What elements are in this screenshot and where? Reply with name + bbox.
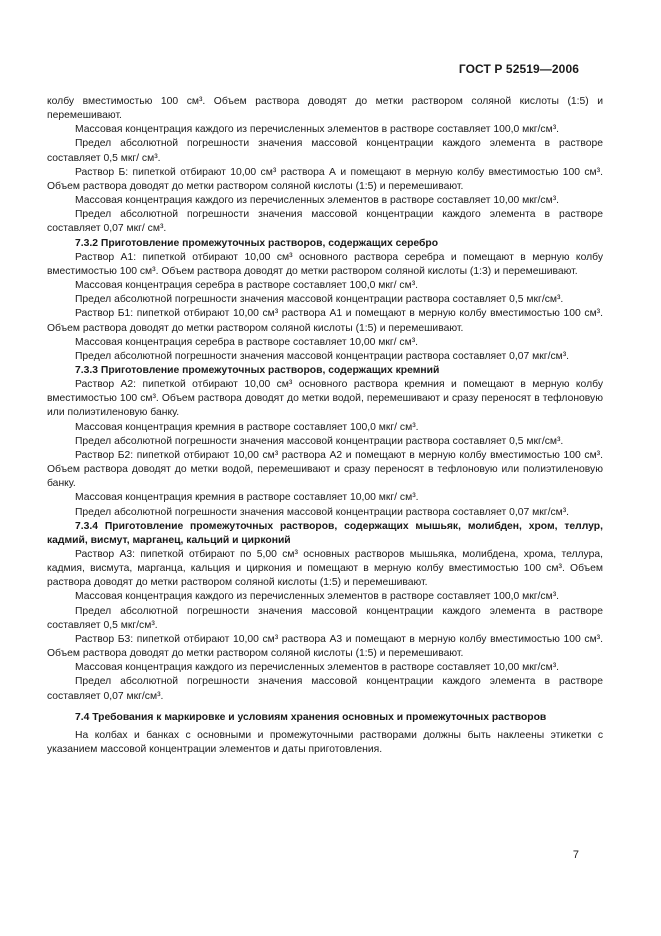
paragraph: Раствор Б: пипеткой отбирают 10,00 см³ раствора А и помещают в мерную колбу вместимостью 100 см³. Объем раствора доводят до метки раствором соляной кислоты (1:5) и перемешивают. — [47, 166, 603, 192]
paragraph: Раствор Б1: пипеткой отбирают 10,00 см³ раствора А1 и помещают в мерную колбу вместимостью 100 см³. Объем раствора доводят до метки раствором соляной кислоты (1:5) и перемешивают. — [47, 308, 603, 334]
paragraph: Раствор А2: пипеткой отбирают 10,00 см³ основного раствора кремния и помещают в мерную колбу вместимостью 100 см³. Объем раствора доводят до метки водой, перемешивают и сразу переносят в тефлоновую или полиэтиленовую банку. — [47, 379, 603, 419]
paragraph: Предел абсолютной погрешности значения массовой концентрации каждого элемента в растворе составляет 0,5 мкг/см³. — [47, 605, 603, 631]
section-heading-7-3-3: 7.3.3 Приготовление промежуточных растворов, содержащих кремний — [75, 364, 440, 376]
paragraph: Предел абсолютной погрешности значения массовой концентрации раствора составляет 0,5 мкг/см³. — [75, 435, 564, 447]
paragraph: Предел абсолютной погрешности значения массовой концентрации каждого элемента в растворе составляет 0,5 мкг/ см³. — [47, 138, 603, 164]
section-heading-7-3-2: 7.3.2 Приготовление промежуточных растворов, содержащих серебро — [75, 237, 439, 249]
paragraph: Раствор Б2: пипеткой отбирают 10,00 см³ раствора А2 и помещают в мерную колбу вместимостью 100 см³. Объем раствора доводят до метки водой, перемешивают и сразу переносят в тефлоновую или полиэтиленовую банку. — [47, 449, 603, 490]
paragraph: Массовая концентрация каждого из перечисленных элементов в растворе составляет 100,0 мкг/см³. — [75, 591, 560, 603]
paragraph: Массовая концентрация каждого из перечисленных элементов в растворе составляет 10,00 мкг/см³. — [75, 195, 560, 207]
paragraph: Предел абсолютной погрешности значения массовой концентрации раствора составляет 0,5 мкг/см³. — [75, 294, 564, 306]
section-heading-7-4: 7.4 Требования к маркировке и условиям хранения основных и промежуточных растворов — [75, 711, 547, 723]
paragraph: Массовая концентрация серебра в растворе составляет 100,0 мкг/ см³. — [75, 280, 419, 292]
paragraph: Раствор А3: пипеткой отбирают по 5,00 см³ основных растворов мышьяка, молибдена, хрома, теллура, кадмия, висмута, марганца, кальция и циркония и помещают в мерную колбу вместимостью 100 см³. Объем раствора доводят до метки раствором соляной кислоты (1:5) и перемешивают. — [47, 549, 603, 589]
document-header: ГОСТ Р 52519—2006 — [458, 62, 579, 76]
paragraph: Раствор Б3: пипеткой отбирают 10,00 см³ раствора А3 и помещают в мерную колбу вместимостью 100 см³. Объем раствора доводят до метки раствором соляной кислоты (1:5) и перемешивают. — [47, 633, 603, 660]
paragraph: Предел абсолютной погрешности значения массовой концентрации раствора составляет 0,07 мкг/см³. — [75, 350, 570, 362]
paragraph: Массовая концентрация кремния в растворе составляет 100,0 мкг/ см³. — [75, 421, 419, 433]
paragraph: колбу вместимостью 100 см³. Объем раствора доводят до метки раствором соляной кислоты (1:5) и перемешивают. — [47, 96, 603, 122]
paragraph: Предел абсолютной погрешности значения массовой концентрации раствора составляет 0,07 мкг/см³. — [75, 506, 570, 518]
paragraph: Раствор А1: пипеткой отбирают 10,00 см³ основного раствора серебра и помещают в мерную колбу вместимостью 100 см³. Объем раствора доводят до метки раствором соляной кислоты (1:3) и перемешивают. — [47, 251, 603, 277]
paragraph: Массовая концентрация кремния в растворе составляет 10,00 мкг/ см³. — [75, 492, 419, 504]
page-number: 7 — [572, 849, 579, 861]
paragraph: Предел абсолютной погрешности значения массовой концентрации каждого элемента в растворе составляет 0,07 мкг/см³. — [47, 676, 603, 702]
document-body — [47, 95, 603, 757]
paragraph: Предел абсолютной погрешности значения массовой концентрации каждого элемента в растворе составляет 0,07 мкг/ см³. — [47, 209, 603, 235]
paragraph: На колбах и банках с основными и промежуточными растворами должны быть наклеены этикетки с указанием массовой концентрации элементов и даты приготовления. — [47, 729, 603, 756]
paragraph: Массовая концентрация серебра в растворе составляет 10,00 мкг/ см³. — [75, 336, 419, 348]
section-heading-7-3-4: 7.3.4 Приготовление промежуточных растворов, содержащих мышьяк, молибден, хром, теллур, кадмий, висмут, марганец, кальций и цирконий — [47, 520, 603, 546]
paragraph: Массовая концентрация каждого из перечисленных элементов в растворе составляет 10,00 мкг/см³. — [75, 662, 560, 674]
paragraph: Массовая концентрация каждого из перечисленных элементов в растворе составляет 100,0 мкг/см³. — [75, 124, 560, 136]
